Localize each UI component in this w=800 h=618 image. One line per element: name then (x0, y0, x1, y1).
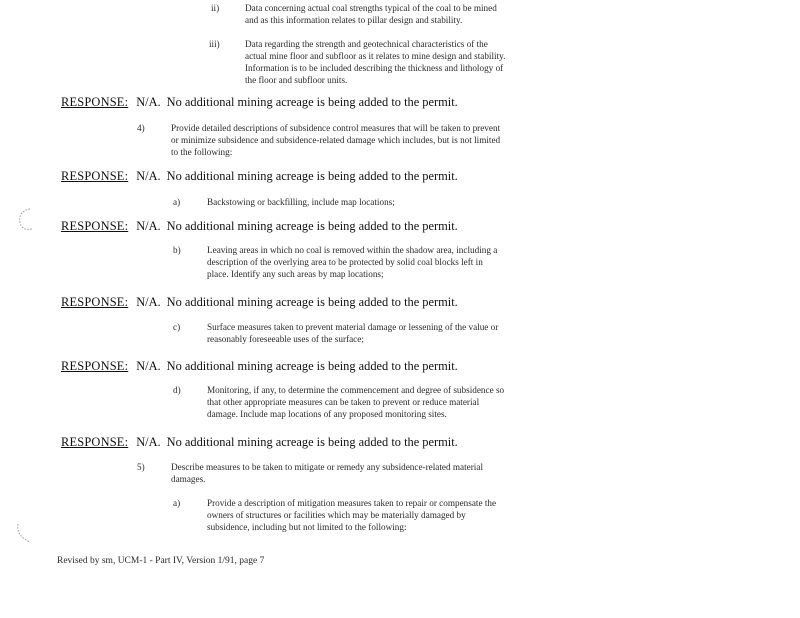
response-text: No additional mining acreage is being added to the permit. (166, 95, 458, 109)
item-5-marker: 5) (137, 462, 145, 472)
item-b-marker: b) (173, 245, 181, 255)
item-a-marker: a) (173, 197, 181, 207)
response-text: No additional mining acreage is being added to the permit. (166, 169, 458, 183)
response-line (61, 435, 458, 450)
response-label: RESPONSE: (61, 219, 129, 233)
response-label: RESPONSE: (61, 95, 129, 109)
item-ii-text (245, 2, 497, 26)
item-a2-line: Provide a description of mitigation measures taken to repair or compensate the (207, 498, 497, 508)
item-a-line: Backstowing or backfilling, include map locations; (207, 197, 395, 207)
item-4-marker: 4) (137, 123, 145, 133)
item-ii-marker: ii) (211, 3, 220, 13)
item-iii-line: Information is to be included describing the thickness and lithology of (245, 63, 504, 73)
item-b-text (207, 244, 497, 280)
item-iii-line: actual mine floor and subfloor as it relates to mine design and stability. (245, 51, 506, 61)
item-b-line: description of the overlying area to be protected by solid coal blocks left in (207, 257, 483, 267)
response-text: No additional mining acreage is being added to the permit. (166, 295, 458, 309)
item-ii-line: and as this information relates to pillar design and stability. (245, 15, 463, 25)
response-na: N/A. (136, 219, 161, 233)
response-na: N/A. (136, 95, 161, 109)
item-4-line: Provide detailed descriptions of subsidence control measures that will be taken to prevent (171, 123, 501, 133)
item-iii-marker: iii) (209, 39, 220, 49)
item-d-text (207, 384, 504, 420)
response-na: N/A. (136, 169, 161, 183)
page-footer: Revised by sm, UCM-1 - Part IV, Version 1/91, page 7 (57, 556, 265, 566)
response-line (61, 219, 458, 234)
item-b-line: place. Identify any such areas by map locations; (207, 269, 384, 279)
item-4-line: or minimize subsidence and subsidence-related damage which includes, but is not limited (171, 135, 501, 145)
response-label: RESPONSE: (61, 359, 129, 373)
item-c-line: reasonably foreseeable uses of the surface; (207, 334, 364, 344)
item-5-line: damages. (171, 474, 206, 484)
item-a2-text (207, 497, 496, 533)
response-na: N/A. (136, 295, 161, 309)
response-line (61, 169, 458, 184)
response-label: RESPONSE: (61, 169, 129, 183)
item-iii-line: the floor and subfloor units. (245, 75, 348, 85)
item-iii-line: Data regarding the strength and geotechnical characteristics of the (245, 39, 488, 49)
response-line (61, 295, 458, 310)
response-text: No additional mining acreage is being added to the permit. (166, 435, 458, 449)
item-5-line: Describe measures to be taken to mitigate or remedy any subsidence-related material (171, 462, 483, 472)
response-label: RESPONSE: (61, 435, 129, 449)
item-c-text (207, 321, 498, 345)
item-4-line: to the following: (171, 147, 233, 157)
item-a2-marker: a) (173, 498, 181, 508)
item-a2-line: owners of structures or facilities which may be materially damaged by (207, 510, 466, 520)
item-4-text (171, 122, 500, 158)
item-c-marker: c) (173, 322, 181, 332)
item-b-line: Leaving areas in which no coal is removed within the shadow area, including a (207, 245, 498, 255)
response-text: No additional mining acreage is being added to the permit. (166, 359, 458, 373)
response-label: RESPONSE: (61, 295, 129, 309)
response-na: N/A. (136, 359, 161, 373)
item-d-marker: d) (173, 385, 181, 395)
item-ii-line: Data concerning actual coal strengths typical of the coal to be mined (245, 3, 497, 13)
response-text: No additional mining acreage is being added to the permit. (166, 219, 458, 233)
scan-mark (10, 205, 40, 235)
item-5-text (171, 461, 483, 485)
item-d-line: Monitoring, if any, to determine the commencement and degree of subsidence so (207, 385, 505, 395)
item-d-line: damage. Include map locations of any proposed monitoring sites. (207, 409, 447, 419)
response-line (61, 95, 458, 110)
scan-mark (10, 520, 40, 550)
response-na: N/A. (136, 435, 161, 449)
item-a2-line: subsidence, including but not limited to the following: (207, 522, 407, 532)
response-line (61, 359, 458, 374)
item-a-text (207, 196, 395, 208)
item-c-line: Surface measures taken to prevent material damage or lessening of the value or (207, 322, 499, 332)
item-iii-text (245, 38, 505, 86)
item-d-line: that other appropriate measures can be taken to prevent or reduce material (207, 397, 480, 407)
